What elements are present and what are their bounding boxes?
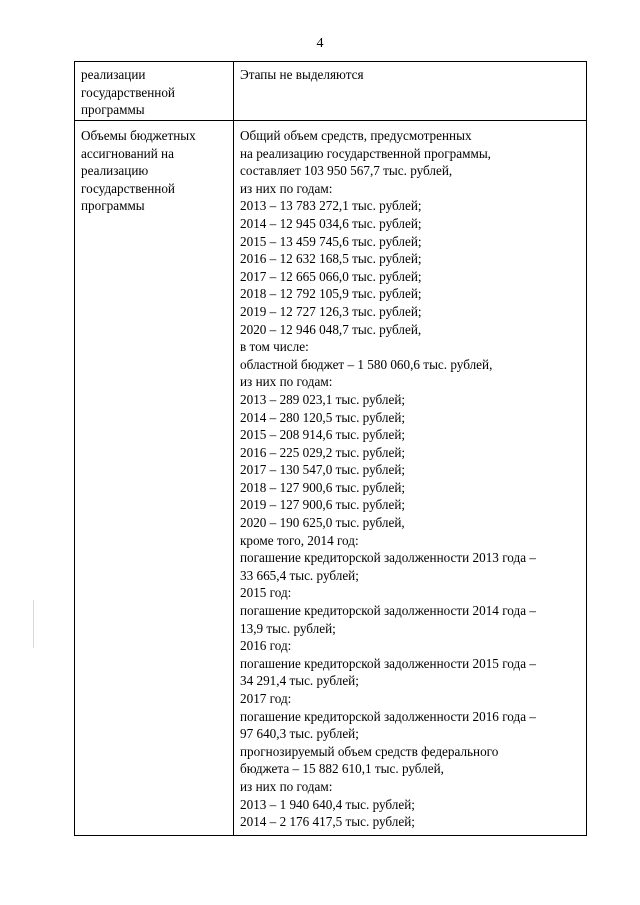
budget-value-line: на реализацию государственной программы, [240,145,491,161]
budget-value-line: 2019 – 127 900,6 тыс. рублей; [240,497,406,513]
budget-value-line: 2020 – 12 946 048,7 тыс. рублей, [240,321,422,337]
budget-value-line: погашение кредиторской задолженности 2014 года – [240,603,536,619]
budget-value-line: 2020 – 190 625,0 тыс. рублей, [240,515,405,531]
budget-value-line: погашение кредиторской задолженности 2015 года – [240,655,536,671]
budget-label-line: реализацию [81,163,149,179]
budget-value-line: 2017 – 130 547,0 тыс. рублей; [240,462,406,478]
budget-value-line: погашение кредиторской задолженности 2013 года – [240,550,536,566]
budget-value-line: 2013 – 13 783 272,1 тыс. рублей; [240,198,422,214]
table-row-stages [75,62,587,121]
budget-value-line: 2016 – 12 632 168,5 тыс. рублей; [240,251,422,267]
budget-value-line: 2017 – 12 665 066,0 тыс. рублей; [240,268,422,284]
budget-value-line: 2013 – 289 023,1 тыс. рублей; [240,391,406,407]
stages-label-line: программы [81,102,145,118]
budget-value-line: областной бюджет – 1 580 060,6 тыс. рублей, [240,356,493,372]
budget-value-line: 2015 год: [240,585,292,601]
budget-label-line: Объемы бюджетных [81,128,196,143]
budget-value-line: из них по годам: [240,374,333,390]
budget-label-line: ассигнований на [81,145,174,161]
budget-value-line: 2017 год: [240,691,292,706]
budget-value-line: 2018 – 127 900,6 тыс. рублей; [240,479,406,495]
budget-value-line: кроме того, 2014 год: [240,532,359,548]
budget-value-line: 2016 – 225 029,2 тыс. рублей; [240,444,406,460]
stages-value-cell [234,62,587,121]
page-number: 4 [316,36,324,51]
budget-value-line: Общий объем средств, предусмотренных [240,128,472,143]
budget-value-line: прогнозируемый объем средств федерального [240,743,499,759]
budget-value-line: бюджета – 15 882 610,1 тыс. рублей, [240,761,444,777]
budget-value-line: из них по годам: [240,180,333,196]
stages-label-cell [75,62,234,121]
stages-label-line: реализации [81,67,146,82]
budget-value-line: 2013 – 1 940 640,4 тыс. рублей; [240,796,415,812]
table-row-budget [75,121,587,836]
stages-value: Этапы не выделяются [240,67,364,82]
budget-value-line: 13,9 тыс. рублей; [240,620,336,636]
budget-value-line: 33 665,4 тыс. рублей; [240,567,359,583]
budget-value-line: 2015 – 13 459 745,6 тыс. рублей; [240,233,422,249]
budget-value-line: погашение кредиторской задолженности 2016 года – [240,708,536,724]
budget-value-line: 2019 – 12 727 126,3 тыс. рублей; [240,303,422,319]
budget-value-cell [234,121,587,836]
budget-value-lines [240,127,580,831]
budget-value-line: 2018 – 12 792 105,9 тыс. рублей; [240,286,422,302]
budget-value-line: 2015 – 208 914,6 тыс. рублей; [240,427,406,443]
budget-value-line: 97 640,3 тыс. рублей; [240,726,359,742]
budget-label-line: государственной [81,180,175,196]
stages-label-line: государственной [81,84,175,100]
budget-value-line: 2016 год: [240,638,292,654]
budget-value-line: в том числе: [240,339,309,355]
budget-label-cell [75,121,234,836]
budget-value-line: 2014 – 280 120,5 тыс. рублей; [240,409,406,425]
budget-value-line: 2014 – 12 945 034,6 тыс. рублей; [240,215,422,231]
program-passport-table [74,61,587,836]
budget-value-line: из них по годам: [240,778,333,794]
budget-value-line: 2014 – 2 176 417,5 тыс. рублей; [240,814,415,830]
budget-value-line: составляет 103 950 567,7 тыс. рублей, [240,163,453,179]
budget-value-line: 34 291,4 тыс. рублей; [240,673,359,689]
budget-label-line: программы [81,198,145,214]
margin-mark [33,600,34,648]
